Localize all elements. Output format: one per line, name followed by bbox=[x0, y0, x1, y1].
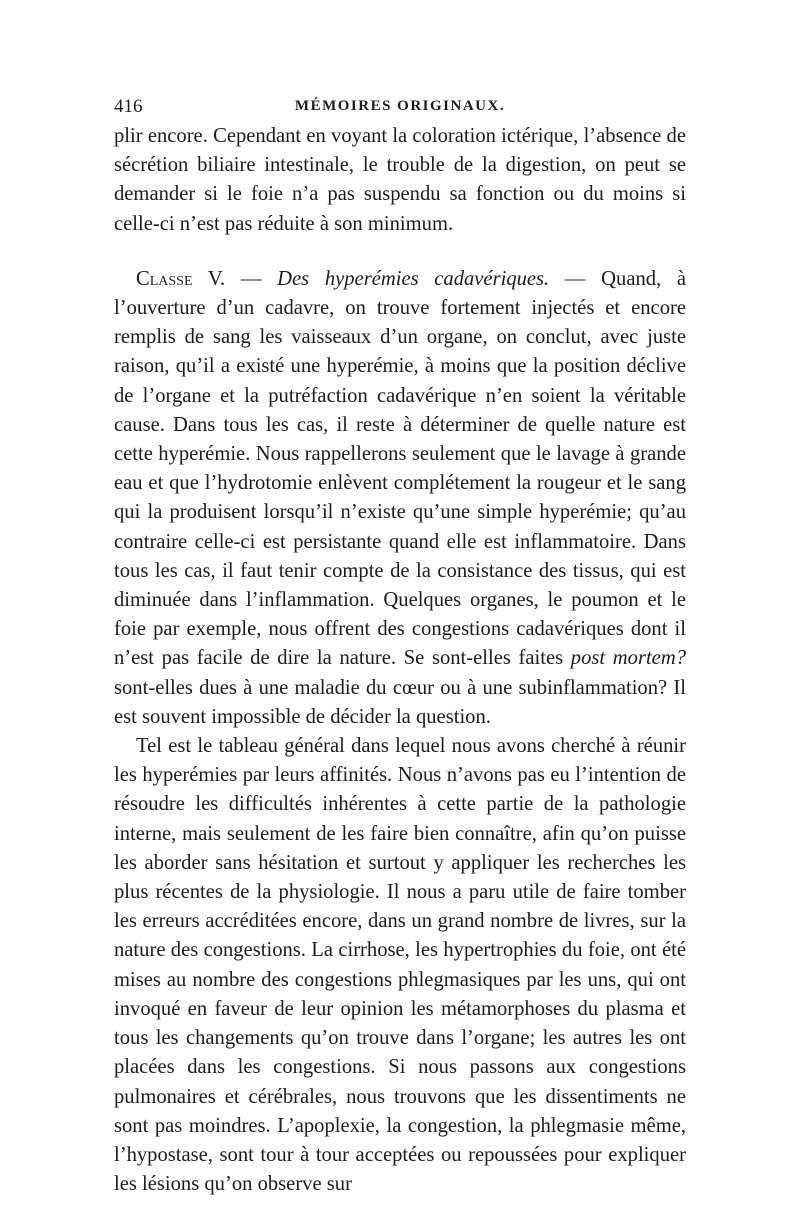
body-text bbox=[114, 122, 686, 1199]
paragraph-2-text-a: — Quand, à l’ouverture d’un cadavre, on trouve fortement injectés et encore remplis de sang les vaisseaux d’un organe, on conclut, avec juste raison, qu’il a existé une hyperémie, à moins que la position déclive de l’organe et la putréfaction cadavérique n’en soient la véritable cause. Dans tous les cas, il reste à déterminer de quelle nature est cette hyperémie. Nous rappellerons seulement que le lavage à grande eau et que l’hydrotomie enlèvent complétement la rougeur et le sang qui la produisent lorsqu’il n’existe qu’une simple hyperémie; qu’au contraire celle-ci est persistante quand elle est inflammatoire. Dans tous les cas, il faut tenir compte de la consistance des tissus, qui est diminuée dans l’inflammation. Quelques organes, le poumon et le foie par exemple, nous offrent des congestions cadavériques dont il n’est pas facile de dire la nature. Se sont-elles faites bbox=[114, 267, 687, 670]
paragraph-2-text-b: sont-elles dues à une maladie du cœur ou à une subinflammation? Il est souvent impossible de décider la question. bbox=[114, 676, 686, 728]
paragraph-3: Tel est le tableau général dans lequel nous avons cherché à réunir les hyperémies par leurs affinités. Nous n’avons pas eu l’intention de résoudre les difficultés inhérentes à cette partie de la pathologie interne, mais seulement de les faire bien connaître, afin qu’on puisse les aborder sans hésitation et surtout y appliquer les recherches les plus récentes de la physiologie. Il nous a paru utile de faire tomber les erreurs accréditées encore, dans un grand nombre de livres, sur la nature des congestions. La cirrhose, les hypertrophies du foie, ont été mises au nombre des congestions phlegmasiques par les uns, qui ont invoqué en faveur de leur opinion les métamorphoses du plasma et tous les changements qu’on trouve dans l’organe; les autres les ont placées dans les congestions. Si nous passons aux congestions pulmonaires et cérébrales, nous trouvons que les dissentiments ne sont pas moindres. L’apoplexie, la congestion, la phlegmasie même, l’hypostase, sont tour à tour acceptées ou repoussées pour expliquer les lésions qu’on observe sur bbox=[114, 735, 686, 1196]
dash: — bbox=[225, 267, 278, 290]
paragraph-2 bbox=[114, 265, 686, 732]
paragraph-1: plir encore. Cependant en voyant la coloration ictérique, l’absence de sécrétion biliaire intestinale, le trouble de la digestion, on peut se demander si le foie n’a pas suspendu sa fonction ou du moins si celle-ci n’est pas réduite à son minimum. bbox=[114, 125, 686, 235]
page-header bbox=[114, 96, 686, 120]
classe-label: Classe V. bbox=[136, 267, 226, 290]
post-mortem-phrase: post mortem? bbox=[570, 647, 686, 670]
section-title: Des hyperémies cadavériques. bbox=[277, 267, 550, 290]
page-number: 416 bbox=[114, 96, 143, 117]
running-title: MÉMOIRES ORIGINAUX. bbox=[294, 98, 506, 114]
